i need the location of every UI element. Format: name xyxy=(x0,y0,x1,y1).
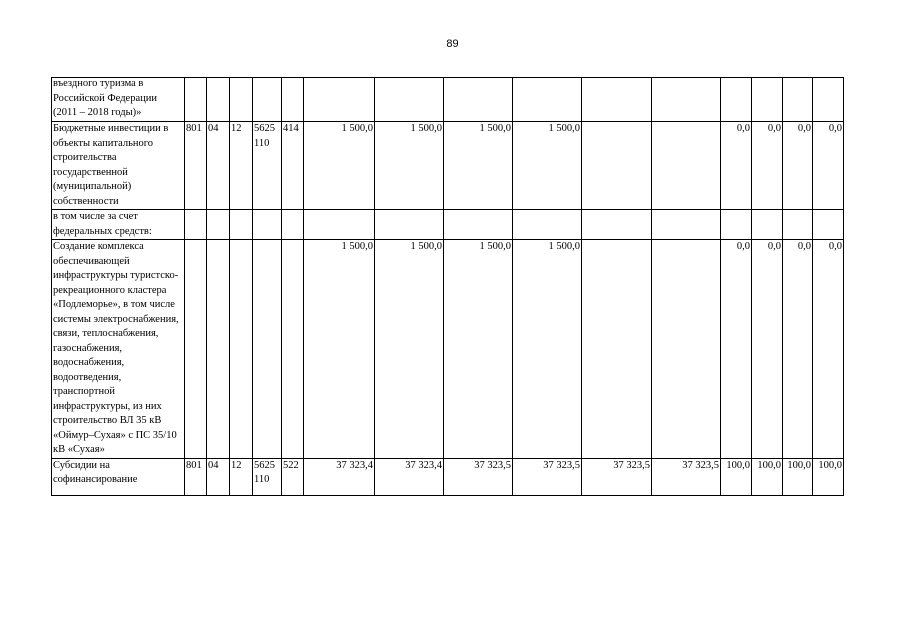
cell-value: 1 500,0 xyxy=(304,122,375,210)
cell-subsection-code xyxy=(230,240,253,459)
cell-subsection-code: 12 xyxy=(230,458,253,495)
cell-section-code xyxy=(207,78,230,122)
cell-percent xyxy=(813,210,844,240)
cell-percent: 100,0 xyxy=(721,458,752,495)
cell-expense-type-code xyxy=(282,240,304,459)
cell-value xyxy=(652,210,721,240)
cell-percent xyxy=(783,210,813,240)
cell-section-code xyxy=(207,240,230,459)
cell-percent: 100,0 xyxy=(752,458,783,495)
cell-value: 1 500,0 xyxy=(444,122,513,210)
cell-subsection-code: 12 xyxy=(230,122,253,210)
cell-percent xyxy=(813,78,844,122)
cell-value: 37 323,5 xyxy=(652,458,721,495)
cell-value xyxy=(304,78,375,122)
cell-value xyxy=(582,122,652,210)
cell-subsection-code xyxy=(230,210,253,240)
cell-ministry-code: 801 xyxy=(185,122,207,210)
cell-expense-type-code xyxy=(282,210,304,240)
row-name: Создание комплекса обеспечивающей инфраструктуры туристско-рекреационного кластера «Подлеморье», в том числе системы электроснабжения, связи, теплоснабжения, газоснабжения, водоснабжения, водоотведения, транспортной инфраструктуры, из них строительство ВЛ 35 кВ «Оймур–Сухая» с ПС 35/10 кВ «Сухая» xyxy=(52,240,185,459)
budget-table xyxy=(51,77,844,496)
cell-value: 1 500,0 xyxy=(513,240,582,459)
cell-percent: 0,0 xyxy=(813,122,844,210)
cell-value: 1 500,0 xyxy=(375,122,444,210)
cell-value xyxy=(582,210,652,240)
cell-section-code: 04 xyxy=(207,458,230,495)
cell-value xyxy=(375,78,444,122)
cell-section-code xyxy=(207,210,230,240)
cell-value xyxy=(444,210,513,240)
row-name: Субсидии на софинансирование xyxy=(52,458,185,495)
cell-value: 1 500,0 xyxy=(375,240,444,459)
cell-value xyxy=(582,78,652,122)
table-row xyxy=(52,458,844,495)
cell-value xyxy=(513,210,582,240)
cell-value: 1 500,0 xyxy=(513,122,582,210)
cell-value: 37 323,5 xyxy=(513,458,582,495)
cell-percent: 100,0 xyxy=(783,458,813,495)
cell-target-code xyxy=(253,210,282,240)
cell-value xyxy=(652,240,721,459)
cell-target-code xyxy=(253,78,282,122)
cell-ministry-code: 801 xyxy=(185,458,207,495)
cell-target-code xyxy=(253,240,282,459)
table-row xyxy=(52,78,844,122)
cell-ministry-code xyxy=(185,210,207,240)
cell-value xyxy=(444,78,513,122)
cell-value: 37 323,5 xyxy=(582,458,652,495)
cell-percent: 0,0 xyxy=(721,122,752,210)
cell-value: 37 323,4 xyxy=(375,458,444,495)
cell-value xyxy=(652,78,721,122)
cell-percent xyxy=(721,210,752,240)
cell-ministry-code xyxy=(185,240,207,459)
cell-percent: 0,0 xyxy=(783,122,813,210)
cell-value: 1 500,0 xyxy=(444,240,513,459)
row-name: въездного туризма в Российской Федерации (2011 – 2018 годы)» xyxy=(52,78,185,122)
cell-percent: 0,0 xyxy=(783,240,813,459)
cell-target-code: 5625 110 xyxy=(253,458,282,495)
cell-expense-type-code: 414 xyxy=(282,122,304,210)
cell-percent: 0,0 xyxy=(813,240,844,459)
table-row xyxy=(52,240,844,459)
cell-percent: 0,0 xyxy=(721,240,752,459)
cell-percent xyxy=(783,78,813,122)
table-row xyxy=(52,210,844,240)
table-row xyxy=(52,122,844,210)
cell-value xyxy=(513,78,582,122)
cell-percent xyxy=(752,210,783,240)
cell-ministry-code xyxy=(185,78,207,122)
cell-value: 1 500,0 xyxy=(304,240,375,459)
cell-percent xyxy=(721,78,752,122)
cell-expense-type-code: 522 xyxy=(282,458,304,495)
cell-subsection-code xyxy=(230,78,253,122)
cell-value: 37 323,5 xyxy=(444,458,513,495)
cell-value xyxy=(375,210,444,240)
cell-value xyxy=(652,122,721,210)
cell-value xyxy=(304,210,375,240)
cell-value: 37 323,4 xyxy=(304,458,375,495)
cell-percent: 0,0 xyxy=(752,240,783,459)
page-number: 89 xyxy=(446,38,459,50)
row-name: в том числе за счет федеральных средств: xyxy=(52,210,185,240)
cell-percent xyxy=(752,78,783,122)
cell-expense-type-code xyxy=(282,78,304,122)
cell-section-code: 04 xyxy=(207,122,230,210)
cell-target-code: 5625 110 xyxy=(253,122,282,210)
row-name: Бюджетные инвестиции в объекты капитального строительства государственной (муниципальной) собственности xyxy=(52,122,185,210)
cell-value xyxy=(582,240,652,459)
cell-percent: 0,0 xyxy=(752,122,783,210)
cell-percent: 100,0 xyxy=(813,458,844,495)
